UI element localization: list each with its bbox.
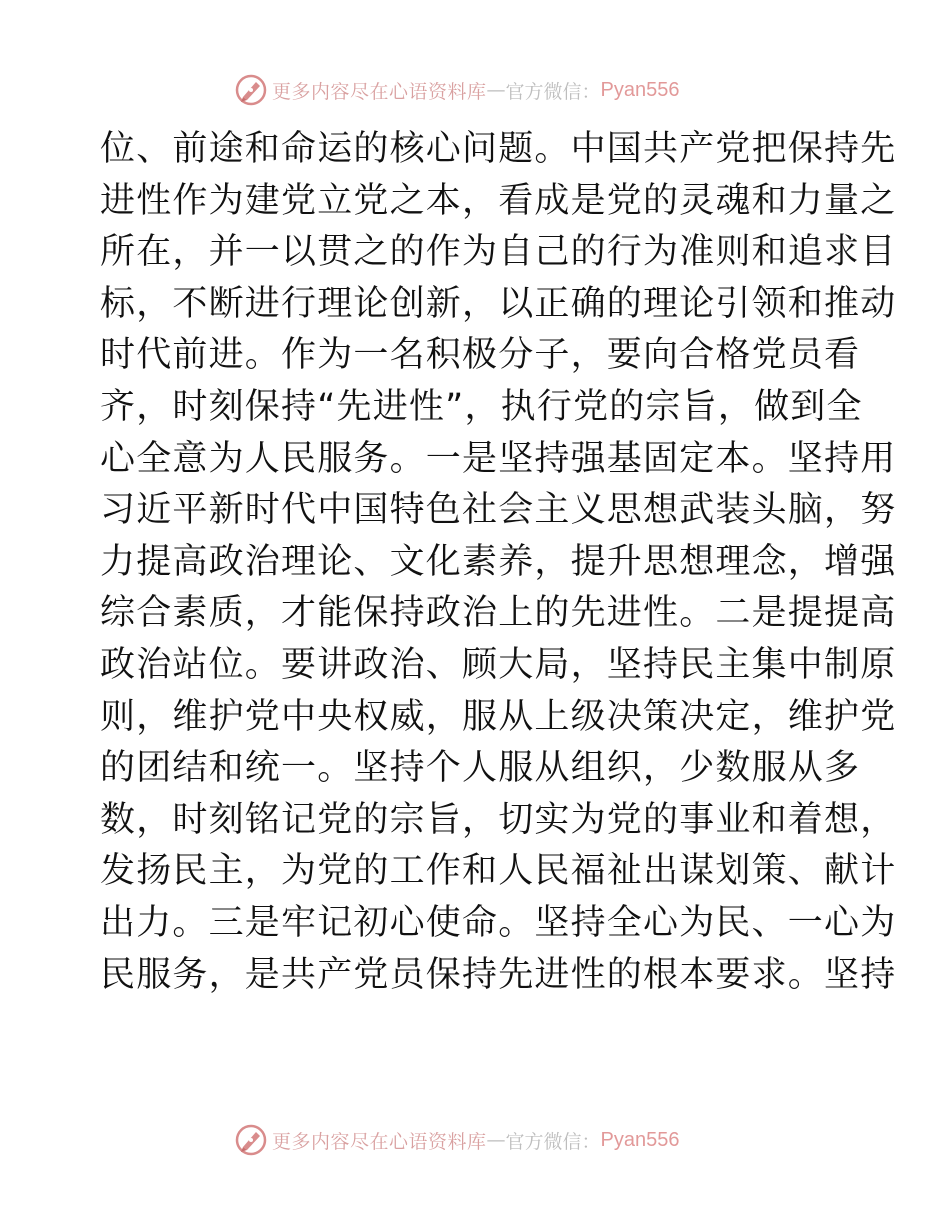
text-line: 政治站位。要讲政治、顾大局，坚持民主集中制原 — [100, 644, 897, 685]
pen-logo-icon — [234, 73, 268, 107]
pen-logo-icon — [234, 1123, 268, 1157]
header-watermark — [234, 70, 680, 110]
watermark-text: 更多内容尽在心语资料库 — [272, 80, 487, 103]
text-line: 力提高政治理论、文化素养，提升思想理念，增强 — [100, 541, 897, 582]
text-line: 数，时刻铭记党的宗旨，切实为党的事业和着想， — [100, 799, 897, 840]
text-line: 标，不断进行理论创新，以正确的理论引领和推动 — [100, 283, 897, 324]
document-body — [100, 124, 897, 1001]
text-line: 所在，并一以贯之的作为自己的行为准则和追求目 — [100, 232, 897, 273]
text-line: 的团结和统一。坚持个人服从组织，少数服从多 — [100, 748, 861, 789]
watermark-wechat-id: Pyan556 — [600, 1128, 680, 1151]
watermark-wechat-id: Pyan556 — [600, 78, 680, 101]
watermark-text: 更多内容尽在心语资料库 — [272, 1130, 487, 1153]
text-line: 时代前进。作为一名积极分子，要向合格党员看 — [100, 335, 861, 376]
watermark-label: 官方微信： — [505, 80, 601, 103]
text-line: 心全意为人民服务。一是坚持强基固定本。坚持用 — [100, 438, 897, 479]
text-line: 民服务，是共产党员保持先进性的根本要求。坚持 — [100, 954, 897, 995]
footer-watermark — [234, 1120, 680, 1160]
text-line: 齐，时刻保持“先进性”，执行党的宗旨，做到全 — [100, 386, 863, 427]
text-line: 位、前途和命运的核心问题。中国共产党把保持先 — [100, 129, 897, 169]
watermark-dash: — — [486, 1129, 506, 1151]
text-line: 发扬民主，为党的工作和人民福祉出谋划策、献计 — [100, 851, 897, 892]
text-line: 则，维护党中央权威，服从上级决策决定，维护党 — [100, 696, 897, 737]
text-line: 进性作为建党立党之本，看成是党的灵魂和力量之 — [100, 180, 897, 221]
text-line: 综合素质，才能保持政治上的先进性。二是提提高 — [100, 593, 897, 634]
text-line: 习近平新时代中国特色社会主义思想武装头脑，努 — [100, 490, 897, 531]
watermark-dash: — — [486, 79, 506, 101]
text-line: 出力。三是牢记初心使命。坚持全心为民、一心为 — [100, 902, 897, 943]
watermark-label: 官方微信： — [505, 1130, 601, 1153]
